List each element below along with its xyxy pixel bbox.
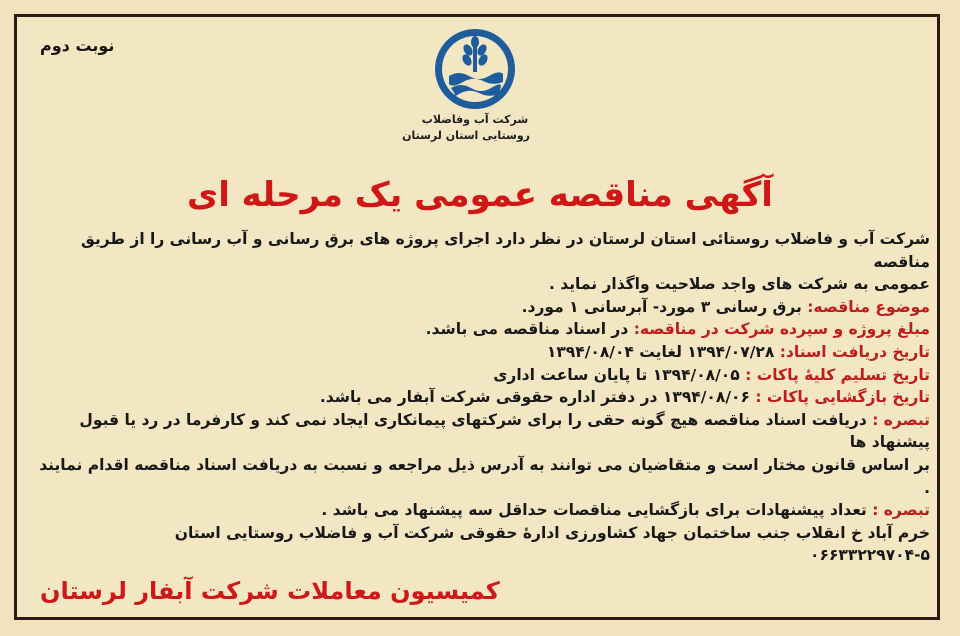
note1-line-2: بر اساس قانون مختار است و متقاضیان می توانند به آدرس ذیل مراجعه و نسبت به دریافت اسناد مناقصه اقدام نمایند . bbox=[39, 455, 930, 497]
subject-row bbox=[30, 296, 930, 319]
receive-value: ۱۳۹۴/۰۷/۲۸ لغایت ۱۳۹۴/۰۸/۰۴ bbox=[546, 342, 780, 361]
note1-label: تبصره : bbox=[872, 410, 930, 429]
amount-row bbox=[30, 318, 930, 341]
logo-line-2: روستایی استان لرستان bbox=[402, 129, 530, 142]
opening-label: تاریخ بازگشایی پاکات : bbox=[755, 388, 930, 407]
delivery-value: ۱۳۹۴/۰۸/۰۵ تا پایان ساعت اداری bbox=[493, 365, 746, 384]
ad-title: آگهی مناقصه عمومی یک مرحله ای bbox=[187, 175, 773, 215]
note1-value: دریافت اسناد مناقصه هیچ گونه حقی را برای شرکتهای پیمانکاری ایجاد نمی کند و کارفرما در رد یا قبول پیشنهاد ها bbox=[79, 410, 930, 452]
note1-row bbox=[30, 409, 930, 454]
address-line: خرم آباد خ انقلاب جنب ساختمان جهاد کشاورزی ادارهٔ حقوقی شرکت آب و فاضلاب روستایی استان bbox=[174, 523, 930, 542]
receive-row bbox=[30, 341, 930, 364]
edition-label: نوبت دوم bbox=[40, 36, 115, 55]
opening-row bbox=[30, 386, 930, 409]
note2-label: تبصره : bbox=[872, 501, 930, 520]
phone-line: ۰۶۶۳۳۲۲۹۷۰۴-۵ bbox=[810, 546, 930, 565]
delivery-row bbox=[30, 364, 930, 387]
receive-label: تاریخ دریافت اسناد: bbox=[779, 342, 930, 361]
ad-body bbox=[30, 228, 930, 567]
note2-value: تعداد پیشنهادات برای بازگشایی مناقصات حداقل سه پیشنهاد می باشد . bbox=[321, 501, 873, 520]
subject-value: برق رسانی ۳ مورد- آبرسانی ۱ مورد. bbox=[521, 297, 808, 316]
amount-value: در اسناد مناقصه می باشد. bbox=[425, 320, 634, 339]
logo-line-1: شرکت آب وفاضلاب bbox=[421, 113, 529, 126]
water-company-emblem-icon bbox=[433, 26, 517, 112]
company-logo bbox=[402, 26, 530, 156]
intro-line-2: عمومی به شرکت های واجد صلاحیت واگذار نماید . bbox=[548, 275, 930, 294]
opening-value: ۱۳۹۴/۰۸/۰۶ در دفتر اداره حقوقی شرکت آبفار می باشد. bbox=[319, 388, 756, 407]
note2-row bbox=[30, 499, 930, 522]
delivery-label: تاریخ تسلیم کلیهٔ پاکات : bbox=[745, 365, 930, 384]
amount-label: مبلغ پروژه و سپرده شرکت در مناقصه: bbox=[633, 320, 930, 339]
commission-signature: کمیسیون معاملات شرکت آبفار لرستان bbox=[40, 577, 500, 605]
intro-line-1: شرکت آب و فاضلاب روستائی استان لرستان در نظر دارد اجرای پروژه های برق رسانی و آب رسانی را از طریق مناقصه bbox=[80, 230, 930, 271]
subject-label: موضوع مناقصه: bbox=[807, 297, 930, 316]
